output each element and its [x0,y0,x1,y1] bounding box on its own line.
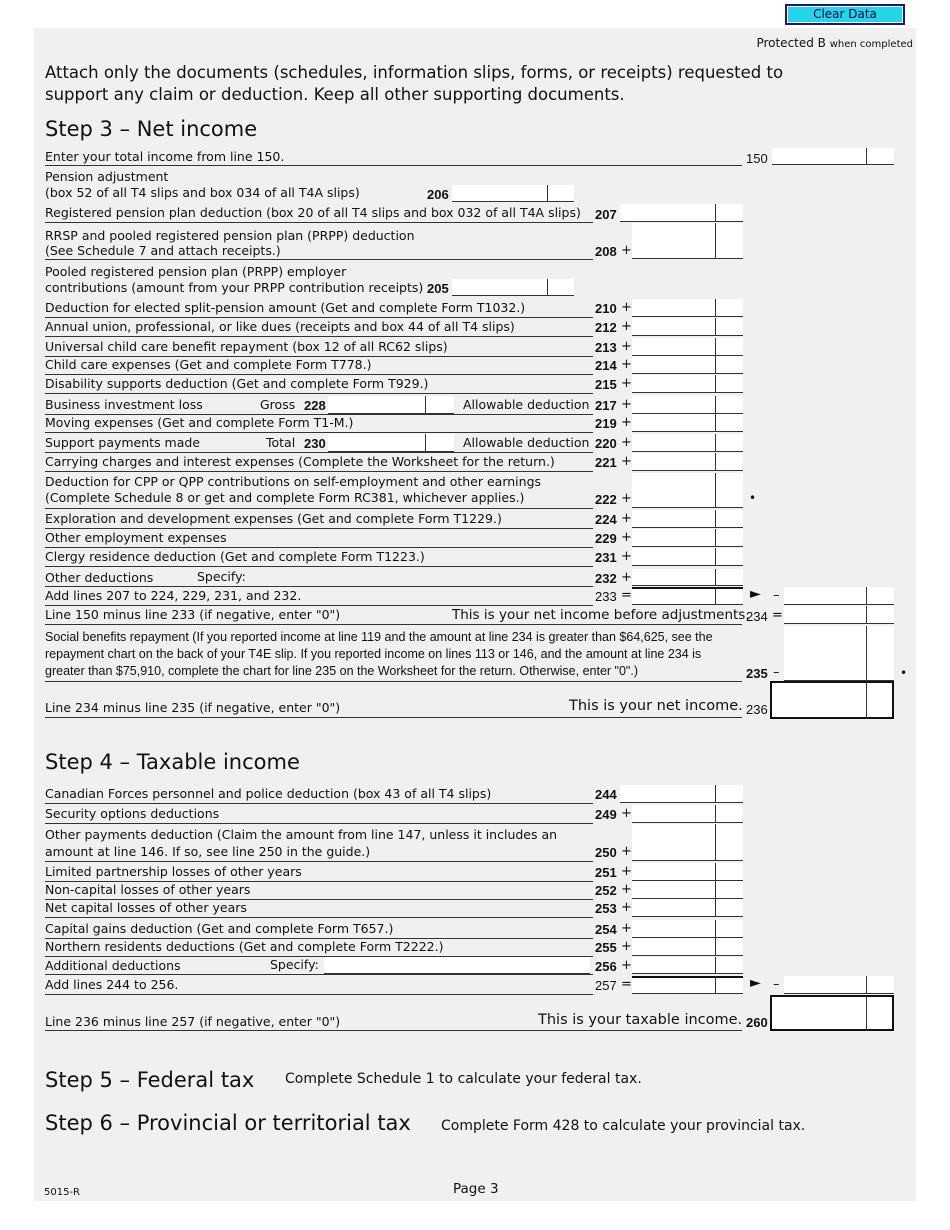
arrow-icon: ► [750,975,761,991]
plus-sign: + [621,549,632,564]
line221-number: 221 [595,455,617,470]
plus-sign: + [621,415,632,430]
line257-carry-cents[interactable] [866,976,894,994]
page-number: Page 3 [453,1181,499,1197]
line249-label: Security options deductions [45,806,220,821]
line254-label: Capital gains deduction (Get and complete Form T657.) [45,921,394,936]
plus-sign: + [621,243,632,258]
line208-label-1: RRSP and pooled registered pension plan (PRPP) deduction [45,228,415,243]
line222-label-1: Deduction for CPP or QPP contributions on self-employment and other earnings [45,474,542,489]
line230-cents[interactable] [425,434,454,452]
rule [45,432,593,433]
plus-sign: + [621,454,632,469]
minus-sign: – [773,977,780,992]
step5-note: Complete Schedule 1 to calculate your federal tax. [285,1071,642,1087]
line255-label: Northern residents deductions (Get and complete Form T2222.) [45,939,444,954]
line256-cents[interactable] [715,957,743,974]
equals-sign: = [621,588,632,603]
line212-label: Annual union, professional, or like dues (receipts and box 44 of all T4 slips) [45,319,515,334]
line253-number: 253 [595,901,617,916]
line234-cents[interactable] [866,606,894,624]
line205-number: 205 [427,281,449,296]
plus-sign: + [621,397,632,412]
rule [45,861,593,862]
form-code: 5015-R [44,1187,81,1198]
plus-sign: + [621,339,632,354]
line253-label: Net capital losses of other years [45,900,247,915]
clear-data-button[interactable]: Clear Data [785,4,905,25]
plus-sign: + [621,921,632,936]
step6-note: Complete Form 428 to calculate your provincial tax. [441,1118,806,1134]
line222-number: 222 [595,492,617,507]
plus-sign: + [621,958,632,973]
line249-number: 249 [595,807,617,822]
line208-number: 208 [595,244,617,259]
line236-note: This is your net income. [569,698,743,714]
line220-cents[interactable] [715,434,743,452]
line260-note: This is your taxable income. [538,1012,743,1028]
plus-sign: + [621,491,632,506]
arrow-icon: ► [750,586,761,602]
rule [45,222,593,223]
line208-label-2: (See Schedule 7 and attach receipts.) [45,243,281,258]
line234-number: 234 [746,609,768,624]
line205-label-2: contributions (amount from your PRPP contribution receipts) [45,280,424,295]
line231-cents[interactable] [715,548,743,566]
line214-number: 214 [595,358,617,373]
line253-cents[interactable] [715,899,743,917]
protected-b-label [756,36,913,50]
line236-field[interactable] [770,681,894,719]
line250-cents[interactable] [715,824,743,861]
line232-cents[interactable] [715,569,743,586]
line235-cents[interactable] [866,626,894,681]
line217-cents[interactable] [715,396,743,414]
rule [45,336,593,337]
line257-number: 257 [595,978,617,993]
plus-sign: + [621,376,632,391]
line213-cents[interactable] [715,338,743,356]
rule [45,717,742,718]
line244-number: 244 [595,787,617,802]
line221-label: Carrying charges and interest expenses (Complete the Worksheet for the return.) [45,454,555,469]
line213-label: Universal child care benefit repayment (box 12 of all RC62 slips) [45,339,448,354]
line235-label-3: greater than $75,910, complete the chart for line 235 on the Worksheet for the return. Otherwise, enter "0".) [45,664,638,678]
line236-label: Line 234 minus line 235 (if negative, enter "0") [45,700,341,715]
line210-cents[interactable] [715,299,743,317]
rule [45,393,593,394]
line215-cents[interactable] [715,375,743,393]
line215-number: 215 [595,377,617,392]
line214-cents[interactable] [715,356,743,374]
line232-specify-field[interactable] [250,569,590,586]
rule [45,165,742,166]
line251-cents[interactable] [715,863,743,881]
line257-cents[interactable] [715,976,743,994]
line205-cents[interactable] [547,279,574,296]
plus-sign: + [621,357,632,372]
line236-number: 236 [746,702,768,717]
line235-label-1: Social benefits repayment (If you reported income at line 119 and the amount at line 234 is greater than $64,625, see the [45,630,713,644]
line251-number: 251 [595,865,617,880]
line256-specify-field[interactable] [324,957,590,974]
plus-sign: + [621,319,632,334]
step4-title: Step 4 – Taxable income [45,750,300,774]
line250-number: 250 [595,845,617,860]
line222-label-2: (Complete Schedule 8 or get and complete Form RC381, whichever applies.) [45,490,525,505]
line231-number: 231 [595,550,617,565]
intro-text: Attach only the documents (schedules, information slips, forms, or receipts) requested to support any claim or deduction. Keep all other supporting documents. [45,63,784,104]
line252-label: Non-capital losses of other years [45,882,251,897]
line254-number: 254 [595,922,617,937]
line224-number: 224 [595,512,617,527]
line206-label-2: (box 52 of all T4 slips and box 034 of all T4A slips) [45,185,360,200]
line260-label: Line 236 minus line 257 (if negative, enter "0") [45,1014,341,1029]
specify-label: Specify: [270,957,319,972]
marker-dot: • [900,666,908,680]
rule [45,974,593,975]
equals-sign: = [772,608,783,623]
line235-number: 235 [746,666,768,681]
line210-number: 210 [595,301,617,316]
gross-label: Gross [260,397,296,412]
line256-label: Additional deductions [45,958,181,973]
marker-dot: • [749,491,757,505]
rule [45,681,742,682]
line255-number: 255 [595,940,617,955]
line244-label: Canadian Forces personnel and police deduction (box 43 of all T4 slips) [45,786,492,801]
protected-text: Protected B [756,36,826,50]
line150-number: 150 [746,151,768,166]
line219-number: 219 [595,416,617,431]
line215-label: Disability supports deduction (Get and complete Form T929.) [45,376,429,391]
line220-number: 220 [595,436,617,451]
line252-number: 252 [595,883,617,898]
line233-label: Add lines 207 to 224, 229, 231, and 232. [45,588,302,603]
plus-sign: + [621,806,632,821]
line236-cents-divider [866,682,867,718]
line233-carry-cents[interactable] [866,587,894,605]
line250-label-1: Other payments deduction (Claim the amount from line 147, unless it includes an [45,827,558,842]
line206-cents[interactable] [547,185,574,202]
plus-sign: + [621,300,632,315]
plus-sign: + [621,570,632,585]
rule [45,803,593,804]
rule [45,823,593,824]
line212-number: 212 [595,320,617,335]
line207-number: 207 [595,207,617,222]
line252-cents[interactable] [715,881,743,899]
rule [45,1030,742,1031]
line207-cents[interactable] [715,204,743,222]
specify-label: Specify: [197,569,246,584]
total-label: Total [266,435,296,450]
allowable-deduction-label: Allowable deduction [463,435,590,450]
rule [45,624,742,625]
line212-cents[interactable] [715,318,743,336]
line250-label-2: amount at line 146. If so, see line 250 in the guide.) [45,844,371,859]
line260-field[interactable] [770,995,894,1031]
step6-title: Step 6 – Provincial or territorial tax [45,1111,411,1135]
line219-label: Moving expenses (Get and complete Form T1-M.) [45,415,354,430]
line249-cents[interactable] [715,805,743,823]
plus-sign: + [621,900,632,915]
equals-sign: = [621,977,632,992]
line217-label: Business investment loss [45,397,203,412]
protected-note: when completed [829,39,913,50]
rule [45,471,593,472]
line234-label: Line 150 minus line 233 (if negative, enter "0") [45,607,341,622]
line255-cents[interactable] [715,938,743,956]
line234-note: This is your net income before adjustments. [452,607,750,623]
line206-number: 206 [427,187,449,202]
plus-sign: + [621,939,632,954]
line256-number: 256 [595,959,617,974]
plus-sign: + [621,530,632,545]
rule [45,508,593,509]
line232-label: Other deductions [45,570,154,585]
line244-cents[interactable] [715,785,743,803]
line206-label-1: Pension adjustment [45,169,169,184]
line229-number: 229 [595,531,617,546]
line260-number: 260 [746,1015,768,1030]
line222-cents[interactable] [715,473,743,508]
line150-cents[interactable] [866,148,894,165]
minus-sign: – [773,665,780,680]
line224-label: Exploration and development expenses (Get and complete Form T1229.) [45,511,502,526]
plus-sign: + [621,844,632,859]
plus-sign: + [621,882,632,897]
plus-sign: + [621,864,632,879]
line251-label: Limited partnership losses of other years [45,864,302,879]
allowable-deduction-label: Allowable deduction [463,397,590,412]
rule [45,994,593,995]
line217-number: 217 [595,398,617,413]
line228-number: 228 [304,398,326,413]
line257-label: Add lines 244 to 256. [45,977,179,992]
line205-label-1: Pooled registered pension plan (PRPP) employer [45,264,347,279]
line260-cents-divider [866,996,867,1030]
line224-cents[interactable] [715,510,743,528]
step5-title: Step 5 – Federal tax [45,1068,255,1092]
line214-label: Child care expenses (Get and complete Form T778.) [45,357,372,372]
plus-sign: + [621,435,632,450]
step3-title: Step 3 – Net income [45,117,258,141]
line220-label: Support payments made [45,435,201,450]
rule [45,259,593,260]
line231-label: Clergy residence deduction (Get and complete Form T1223.) [45,549,425,564]
line229-cents[interactable] [715,529,743,547]
line207-label: Registered pension plan deduction (box 20 of all T4 slips and box 032 of all T4A slips) [45,205,581,220]
line229-label: Other employment expenses [45,530,227,545]
line232-number: 232 [595,571,617,586]
line208-cents[interactable] [715,223,743,259]
line233-cents[interactable] [715,587,743,605]
line230-number: 230 [304,436,326,451]
line235-label-2: repayment chart on the back of your T4E slip. If you reported income on lines 113 or 146, and the amount at line 234 is [45,647,702,661]
line210-label: Deduction for elected split-pension amount (Get and complete Form T1032.) [45,300,526,315]
minus-sign: – [773,588,780,603]
line219-cents[interactable] [715,414,743,432]
line254-cents[interactable] [715,920,743,938]
line213-number: 213 [595,340,617,355]
rule [45,917,593,918]
line221-cents[interactable] [715,453,743,471]
line150-label: Enter your total income from line 150. [45,149,285,164]
rule [45,566,593,567]
line233-number: 233 [595,589,617,604]
line228-cents[interactable] [425,396,454,414]
plus-sign: + [621,511,632,526]
